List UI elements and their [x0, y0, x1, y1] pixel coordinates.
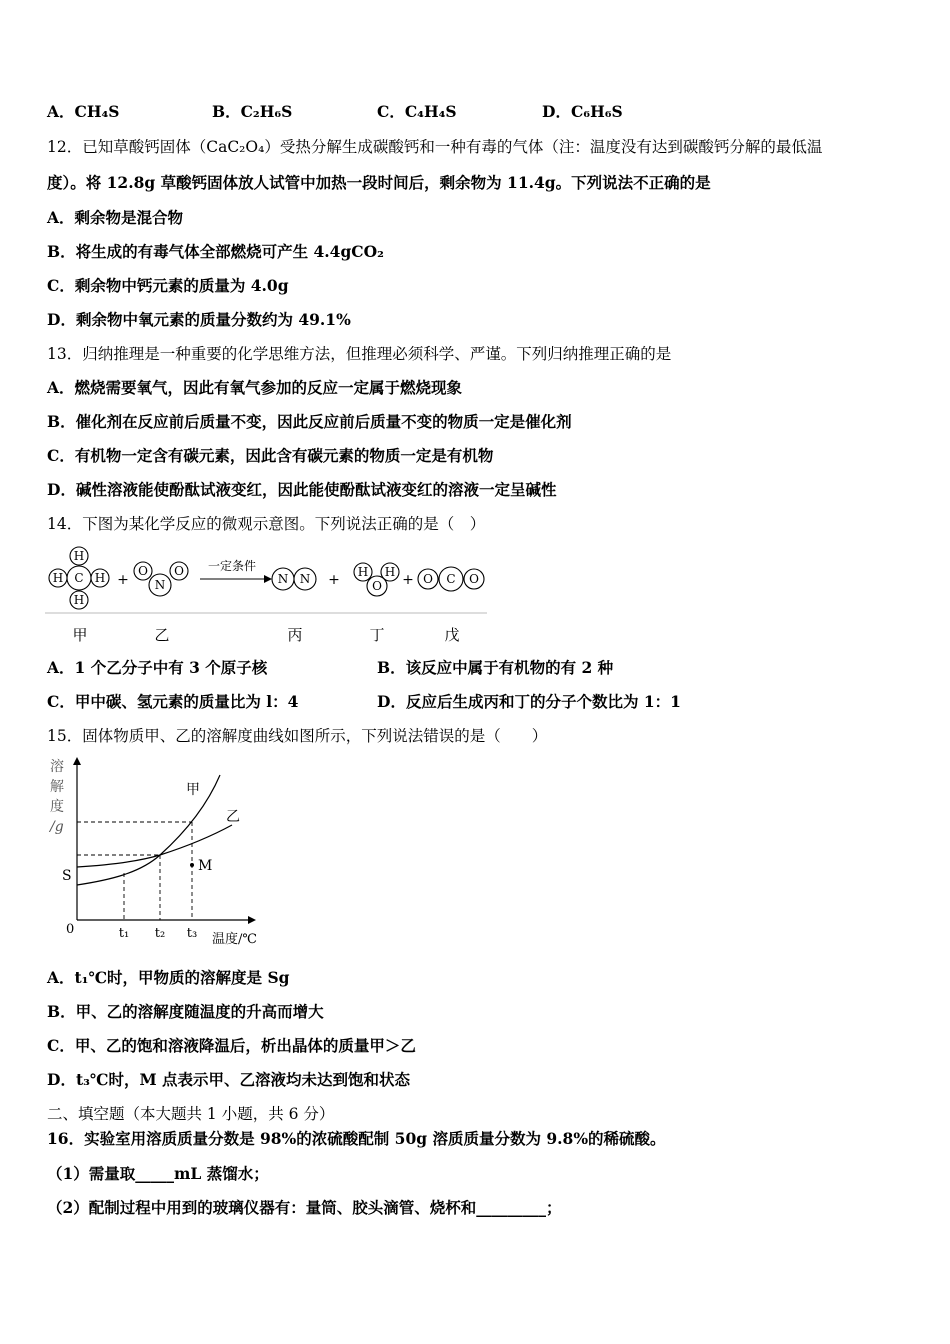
- label-yi: 乙: [154, 626, 170, 644]
- q16-part2: （2）配制过程中用到的玻璃仪器有：量筒、胶头滴管、烧杯和_________；: [47, 1198, 562, 1217]
- label-jia: 甲: [72, 626, 88, 644]
- atom-c-label: C: [74, 571, 84, 585]
- atom-h-label: H: [384, 565, 396, 579]
- ylabel-char: 溶: [50, 759, 64, 775]
- q13-stem: 13．归纳推理是一种重要的化学思维方法，但推理必须科学、严谨。下列归纳推理正确的是: [47, 345, 672, 363]
- ylabel-char: 度: [50, 799, 64, 815]
- label-bing: 丙: [287, 626, 303, 644]
- atom-c-label: C: [446, 572, 456, 586]
- xtick-t2: t₂: [154, 926, 166, 941]
- q15-option-c: C．甲、乙的饱和溶液降温后，析出晶体的质量甲＞乙: [47, 1036, 416, 1055]
- q11-option-d: D．C₆H₆S: [542, 102, 623, 121]
- q15-option-a: A．t₁℃时，甲物质的溶解度是 Sg: [47, 968, 290, 987]
- q15-stem: 15．固体物质甲、乙的溶解度曲线如图所示，下列说法错误的是（ ）: [47, 727, 548, 745]
- q15-option-d: D．t₃℃时，M 点表示甲、乙溶液均未达到饱和状态: [47, 1070, 411, 1089]
- atom-o-label: O: [469, 572, 479, 586]
- atom-o-label: O: [372, 579, 382, 593]
- plus-sign: +: [328, 572, 340, 588]
- q14-options-row1: [47, 658, 907, 678]
- q11-option-a: A．CH₄S: [47, 102, 120, 121]
- q12-option-b: B．将生成的有毒气体全部燃烧可产生 4.4gCO₂: [47, 242, 384, 261]
- atom-h-label: H: [357, 565, 369, 579]
- xtick-t3: t₃: [186, 926, 198, 941]
- solubility-chart: [40, 755, 280, 955]
- q12-option-d: D．剩余物中氧元素的质量分数约为 49.1%: [47, 310, 351, 329]
- curve-label-yi: 乙: [226, 809, 240, 825]
- q14-option-c: C．甲中碳、氢元素的质量比为 l：4: [47, 692, 299, 711]
- q13-option-b: B．催化剂在反应前后质量不变，因此反应前后质量不变的物质一定是催化剂: [47, 412, 572, 431]
- ylabel-char: /g: [50, 819, 64, 835]
- label-wu: 戊: [444, 626, 460, 644]
- q14-options-row2: [47, 692, 907, 712]
- q14-option-d: D．反应后生成丙和丁的分子个数比为 1：1: [377, 692, 681, 711]
- atom-n-label: N: [154, 578, 166, 592]
- q13-option-a: A．燃烧需要氧气，因此有氧气参加的反应一定属于燃烧现象: [47, 378, 463, 397]
- atom-o-label: O: [138, 564, 148, 578]
- q11-option-b: B．C₂H₆S: [212, 102, 293, 121]
- q12-stem-line1: 12．已知草酸钙固体（CaC₂O₄）受热分解生成碳酸钙和一种有毒的气体（注：温度没有达到碳酸钙分解的最低温: [47, 138, 823, 156]
- q15-option-b: B．甲、乙的溶解度随温度的升高而增大: [47, 1002, 324, 1021]
- xtick-t1: t₁: [118, 926, 130, 941]
- q12-option-a: A．剩余物是混合物: [47, 208, 184, 227]
- atom-o-label: O: [423, 572, 433, 586]
- q12-stem-line2: 度）。将 12.8g 草酸钙固体放人试管中加热一段时间后，剩余物为 11.4g。下列说法不正确的是: [47, 173, 711, 192]
- origin-label: 0: [66, 922, 75, 937]
- q14-stem: 14．下图为某化学反应的微观示意图。下列说法正确的是（ ）: [47, 515, 486, 533]
- ylabel-char: 解: [50, 779, 64, 795]
- atom-n-label: N: [277, 572, 289, 586]
- curve-label-jia: 甲: [186, 782, 200, 798]
- q11-option-c: C．C₄H₄S: [377, 102, 457, 121]
- q13-option-d: D．碱性溶液能使酚酞试液变红，因此能使酚酞试液变红的溶液一定呈碱性: [47, 480, 557, 499]
- atom-o-label: O: [174, 564, 184, 578]
- atom-n-label: N: [299, 572, 311, 586]
- reaction-diagram: [40, 540, 500, 650]
- q16-part1: （1）需量取_____mL 蒸馏水；: [47, 1164, 269, 1183]
- plus-sign: +: [117, 572, 129, 588]
- point-m-label: M: [198, 858, 213, 874]
- atom-h-label: H: [94, 571, 106, 585]
- q14-option-a: A．1 个乙分子中有 3 个原子核: [47, 658, 268, 677]
- atom-h-label: H: [73, 593, 85, 607]
- q11-options: [47, 102, 907, 122]
- plus-sign: +: [402, 572, 414, 588]
- s-label: S: [62, 868, 72, 884]
- q12-option-c: C．剩余物中钙元素的质量为 4.0g: [47, 276, 289, 295]
- section2-heading: 二、填空题（本大题共 1 小题，共 6 分）: [47, 1105, 335, 1123]
- atom-h-label: H: [52, 571, 64, 585]
- q14-option-b: B．该反应中属于有机物的有 2 种: [377, 658, 614, 677]
- atom-h-label: H: [73, 549, 85, 563]
- q13-option-c: C．有机物一定含有碳元素，因此含有碳元素的物质一定是有机物: [47, 446, 494, 465]
- q16-stem: 16．实验室用溶质质量分数是 98%的浓硫酸配制 50g 溶质质量分数为 9.8%的稀硫酸。: [47, 1129, 666, 1148]
- label-ding: 丁: [369, 626, 385, 644]
- xlabel: 温度/℃: [212, 932, 257, 947]
- reaction-condition: 一定条件: [207, 559, 257, 573]
